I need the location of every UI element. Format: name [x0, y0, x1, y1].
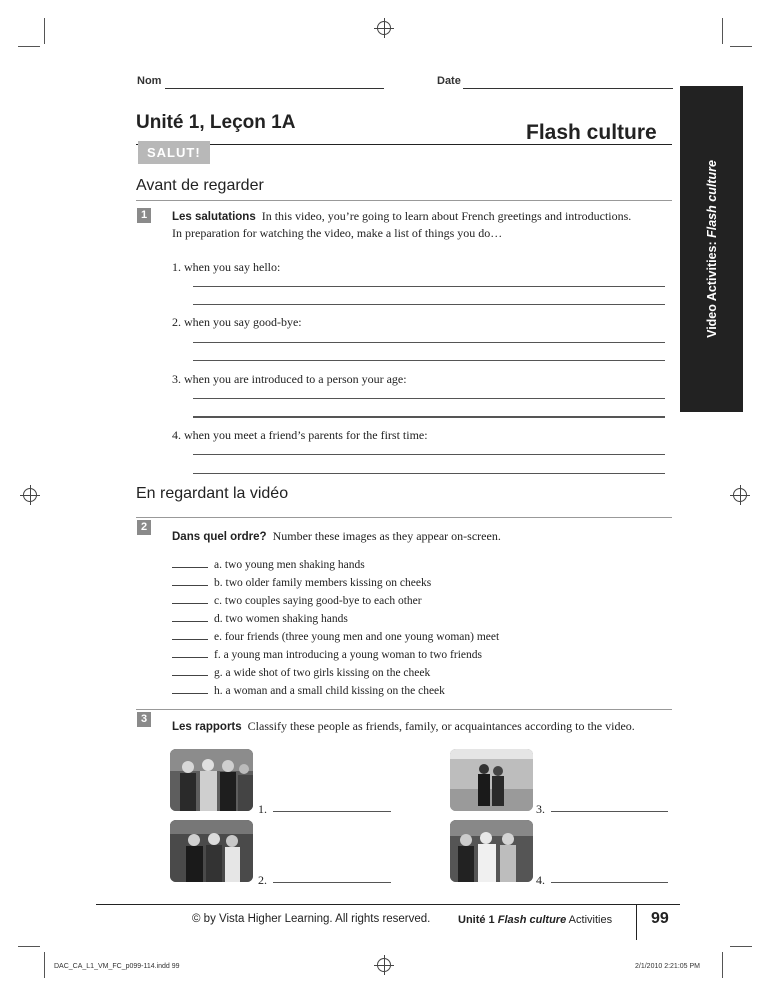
crop-mark — [44, 18, 45, 44]
answer-line[interactable] — [193, 286, 665, 287]
crop-mark — [18, 946, 40, 947]
side-tab-label: Video Activities: Flash culture — [705, 160, 719, 338]
exercise-number-box: 2 — [137, 520, 151, 535]
video-still-photo-1 — [170, 749, 253, 811]
exercise2-instructions: Dans quel ordre? Number these images as they appear on-screen. — [172, 529, 501, 543]
list-item: a. two young men shaking hands — [172, 556, 365, 571]
crop-mark — [18, 46, 40, 47]
answer-line[interactable] — [273, 882, 391, 883]
answer-line[interactable] — [193, 473, 665, 474]
registration-mark-icon — [733, 488, 747, 502]
nom-line[interactable] — [165, 88, 384, 89]
answer-blank[interactable] — [172, 574, 208, 586]
salut-badge: SALUT! — [138, 141, 210, 164]
list-item: f. a young man introducing a young woman to two friends — [172, 646, 482, 661]
video-still-photo-3 — [450, 749, 533, 811]
print-timestamp: 2/1/2010 2:21:05 PM — [635, 963, 700, 970]
people-greeting-image — [450, 749, 533, 811]
photo-label-3: 3. — [536, 802, 545, 816]
question-1: 1. when you say hello: — [172, 260, 281, 274]
exercise1-instructions: Les salutations In this video, you’re going to learn about French greetings and introductions. In preparation for watching the video, make a list of things you do… — [172, 209, 632, 240]
answer-line[interactable] — [193, 398, 665, 399]
registration-mark-icon — [23, 488, 37, 502]
unit-title: Unité 1, Leçon 1A — [136, 112, 296, 133]
answer-blank[interactable] — [172, 682, 208, 694]
crop-mark — [730, 46, 752, 47]
people-greeting-image — [450, 820, 533, 882]
crop-mark — [44, 952, 45, 978]
list-item: g. a wide shot of two girls kissing on the cheek — [172, 664, 430, 679]
answer-line[interactable] — [193, 304, 665, 305]
exercise-number-box: 3 — [137, 712, 151, 727]
answer-blank[interactable] — [172, 592, 208, 604]
flash-culture-title: Flash culture — [526, 121, 657, 144]
footer-rule — [96, 904, 671, 905]
footer-rule-right — [636, 904, 680, 905]
crop-mark — [722, 952, 723, 978]
footer-unit-label: Unité 1 Flash culture Activities — [458, 914, 613, 926]
question-4: 4. when you meet a friend’s parents for the first time: — [172, 428, 428, 442]
section-title-avant: Avant de regarder — [136, 177, 264, 194]
crop-mark — [730, 946, 752, 947]
exercise2-heading: Dans quel ordre? — [172, 531, 267, 543]
list-item: e. four friends (three young men and one young woman) meet — [172, 628, 499, 643]
exercise1-heading: Les salutations — [172, 211, 256, 223]
question-2: 2. when you say good-bye: — [172, 315, 302, 329]
title-rule — [136, 144, 672, 145]
answer-line[interactable] — [193, 454, 665, 455]
list-item: b. two older family members kissing on cheeks — [172, 574, 431, 589]
people-greeting-image — [170, 749, 253, 811]
video-still-photo-4 — [450, 820, 533, 882]
answer-blank[interactable] — [172, 556, 208, 568]
page-number: 99 — [651, 910, 669, 927]
date-line[interactable] — [463, 88, 673, 89]
photo-label-2: 2. — [258, 873, 267, 887]
answer-line[interactable] — [193, 342, 665, 343]
exercise-number-box: 1 — [137, 208, 151, 223]
list-item: h. a woman and a small child kissing on the cheek — [172, 682, 445, 697]
copyright-text: © by Vista Higher Learning. All rights reserved. — [192, 913, 431, 925]
answer-blank[interactable] — [172, 664, 208, 676]
people-greeting-image — [170, 820, 253, 882]
answer-blank[interactable] — [172, 646, 208, 658]
exercise3-instructions: Les rapports Classify these people as friends, family, or acquaintances according to the video. — [172, 719, 635, 733]
section-rule — [136, 200, 672, 201]
answer-line[interactable] — [193, 416, 665, 418]
answer-line[interactable] — [551, 882, 668, 883]
question-3: 3. when you are introduced to a person your age: — [172, 372, 407, 386]
photo-label-4: 4. — [536, 873, 545, 887]
video-still-photo-2 — [170, 820, 253, 882]
registration-mark-icon — [377, 958, 391, 972]
answer-line[interactable] — [551, 811, 668, 812]
footer-divider — [636, 904, 637, 940]
nom-label: Nom — [137, 75, 162, 87]
section-title-en-regardant: En regardant la vidéo — [136, 485, 289, 502]
exercise3-heading: Les rapports — [172, 721, 242, 733]
answer-blank[interactable] — [172, 610, 208, 622]
list-item: c. two couples saying good-bye to each other — [172, 592, 422, 607]
crop-mark — [722, 18, 723, 44]
date-label: Date — [437, 75, 461, 87]
answer-blank[interactable] — [172, 628, 208, 640]
file-slug: DAC_CA_L1_VM_FC_p099-114.indd 99 — [54, 963, 180, 970]
answer-line[interactable] — [273, 811, 391, 812]
answer-line[interactable] — [193, 360, 665, 361]
photo-label-1: 1. — [258, 802, 267, 816]
list-item: d. two women shaking hands — [172, 610, 348, 625]
section-rule — [136, 709, 672, 710]
section-rule — [136, 517, 672, 518]
registration-mark-icon — [377, 21, 391, 35]
